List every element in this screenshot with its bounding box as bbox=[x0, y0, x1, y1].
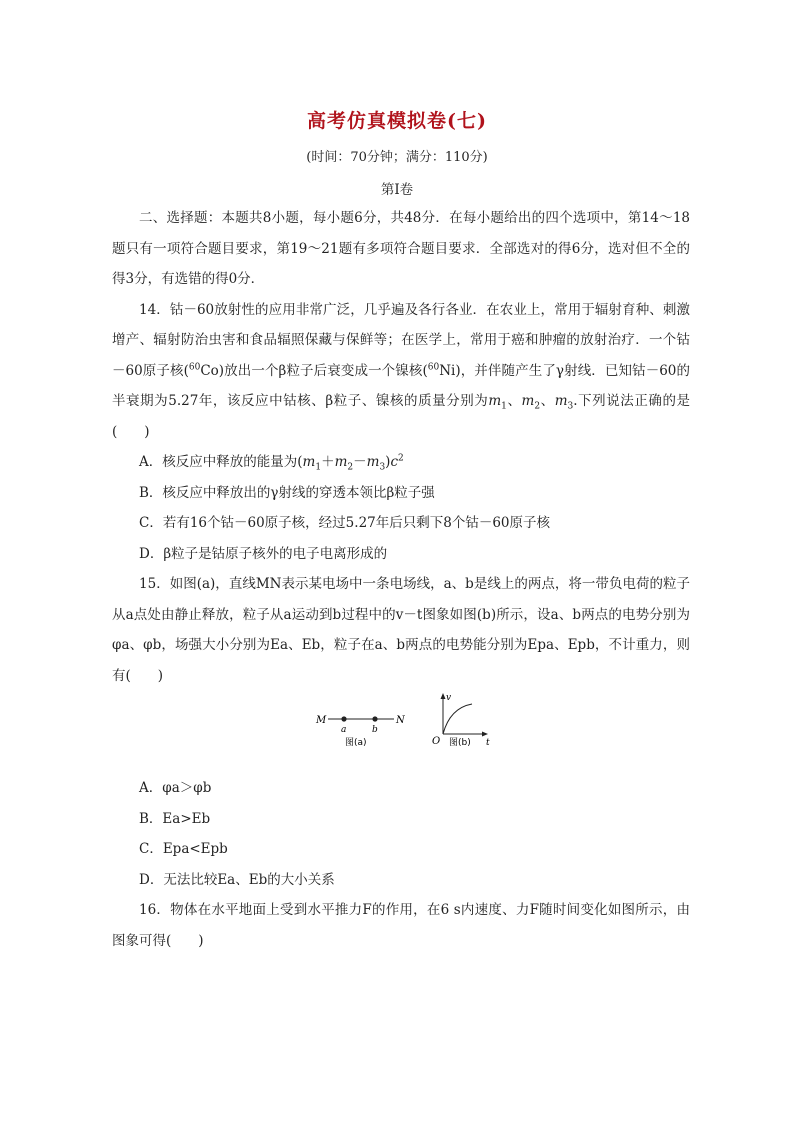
question-16: 16．物体在水平地面上受到水平推力F的作用，在6 s内速度、力F随时间变化如图所示，由图象可得( ) bbox=[112, 902, 690, 949]
label-v: v bbox=[446, 693, 452, 703]
q15-figure-svg bbox=[312, 692, 512, 770]
label-origin: O bbox=[432, 736, 441, 747]
question-15: 15．如图(a)，直线MN表示某电场中一条电场线，a、b是线上的两点，将一带负电荷的粒子从a点处由静止释放，粒子从a运动到b过程中的v－t图象如图(b)所示，设a、b两点的电势分别为φa、φb，场强大小分别为Ea、Eb，粒子在a、b两点的电势能分别为Epa、Epb，不计重力，则有( ) bbox=[112, 576, 690, 684]
q15-figures bbox=[112, 692, 690, 770]
q15-option-a: A．φa＞φb bbox=[139, 780, 212, 796]
v-t-curve bbox=[443, 704, 472, 734]
figure-b bbox=[432, 693, 490, 748]
label-a: a bbox=[341, 725, 347, 735]
q14-option-b: B．核反应中释放出的γ射线的穿透本领比β粒子强 bbox=[139, 484, 435, 501]
exam-time-score: (时间：70分钟；满分：110分) bbox=[306, 150, 488, 165]
q14-option-c: C．若有16个钴－60原子核，经过5.27年后只剩下8个钴－60原子核 bbox=[139, 515, 551, 531]
instructions: 二、选择题：本题共8小题，每小题6分，共48分．在每小题给出的四个选项中，第14～18题只有一项符合题目要求，第19～21题有多项符合题目要求．全部选对的得6分，选对但不全的得3分，有选错的得0分． bbox=[112, 210, 690, 287]
t-axis-arrow-icon bbox=[482, 732, 488, 737]
figure-a bbox=[315, 715, 406, 748]
caption-b: 图(b) bbox=[449, 738, 471, 748]
point-a bbox=[341, 716, 346, 721]
exam-content bbox=[112, 203, 690, 956]
v-axis-arrow-icon bbox=[441, 693, 446, 699]
q14-option-a: A．核反应中释放的能量为$(m_1+m_2-m_3)c^2$ bbox=[139, 453, 404, 473]
point-b bbox=[372, 716, 377, 721]
q15-option-d: D．无法比较Ea、Eb的大小关系 bbox=[139, 871, 335, 888]
q15-option-b: B．Ea>Eb bbox=[139, 810, 211, 827]
caption-a: 图(a) bbox=[345, 738, 367, 748]
q15-option-c: C．Epa<Epb bbox=[139, 841, 228, 857]
q14-option-d: D．β粒子是钴原子核外的电子电离形成的 bbox=[139, 545, 388, 562]
section-heading: 第Ⅰ卷 bbox=[380, 182, 414, 198]
page-title: 高考仿真模拟卷(七) bbox=[307, 110, 487, 132]
label-m: M bbox=[316, 715, 327, 726]
question-14: 14．钴－60放射性的应用非常广泛，几乎遍及各行各业．在农业上，常用于辐射育种、刺激增产、辐射防治虫害和食品辐照保藏与保鲜等；在医学上，常用于癌和肿瘤的放射治疗．一个钴－60原子核($^{60}$Co)放出一个β粒子后衰变成一个镍核($^{60}$Ni)，并伴随产生了γ射线．已知钴－60的半衰期为5.27年，该反应中钴核、β粒子、镍核的质量分别为$m_1$、$m_2$、$m_3$.下列说法正确的是( ) bbox=[112, 301, 691, 440]
label-t: t bbox=[486, 738, 490, 748]
label-b: b bbox=[372, 725, 378, 735]
label-n: N bbox=[396, 715, 405, 726]
